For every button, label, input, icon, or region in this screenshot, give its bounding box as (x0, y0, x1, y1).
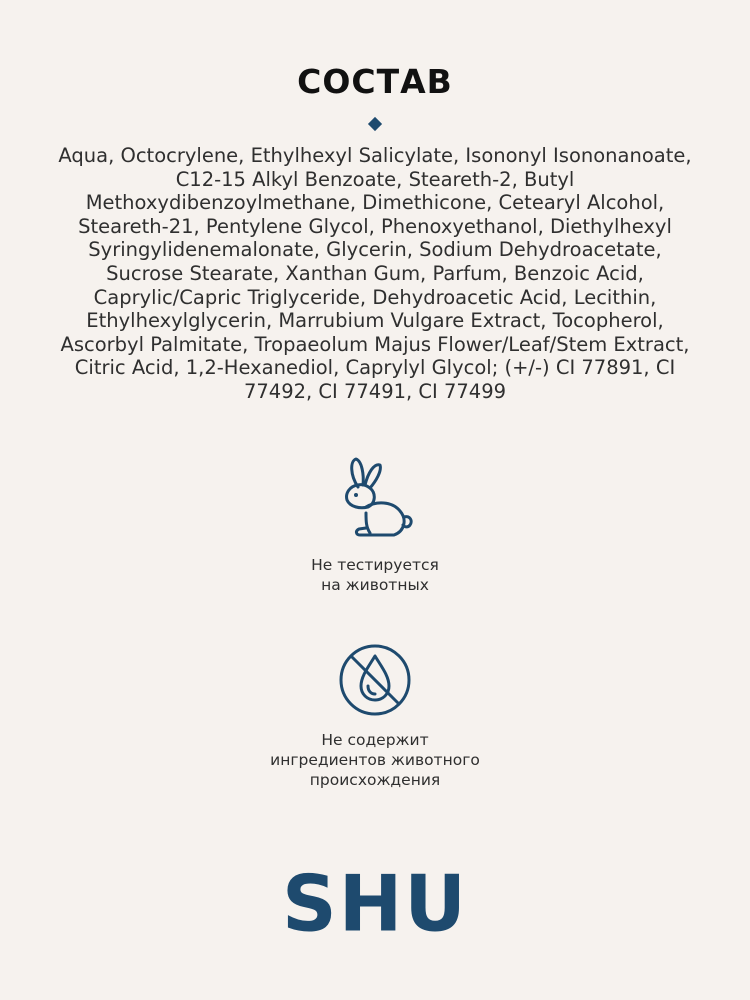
ingredients-list: Aqua, Octocrylene, Ethylhexyl Salicylate, Isononyl Isononanoate, C12-15 Alkyl Benzoate, Steareth-2, Butyl Methoxydibenzoylmethane, Dimethicone, Cetearyl Alcohol, Steareth-21, Pentylene Glycol, Phenoxyethanol, Diethylhexyl Syringylidenemalonate, Glycerin, Sodium Dehydroacetate, Sucrose Stearate, Xanthan Gum, Parfum, Benzoic Acid, Caprylic/Capric Triglyceride, Dehydroacetic Acid, Lecithin, Ethylhexylglycerin, Marrubium Vulgare Extract, Tocopherol, Ascorbyl Palmitate, Tropaeolum Majus Flower/Leaf/Stem Extract, Citric Acid, 1,2-Hexanediol, Caprylyl Glycol; (+/-) CI 77891, CI 77492, CI 77491, CI 77499 (58, 144, 692, 403)
cruelty-free-text: Не тестируется на животных (311, 556, 439, 594)
brand-logo: SHU (281, 858, 469, 949)
page-title: СОСТАВ (297, 62, 453, 101)
cruelty-free-badge (200, 455, 550, 595)
rabbit-icon (330, 455, 420, 545)
no-animal-ingredients-text: Не содержит ингредиентов животного происхождения (270, 731, 480, 789)
no-animal-ingredients-badge (200, 640, 550, 790)
no-animal-ingredients-drop-icon (335, 640, 415, 720)
diamond-divider-icon (368, 117, 382, 131)
